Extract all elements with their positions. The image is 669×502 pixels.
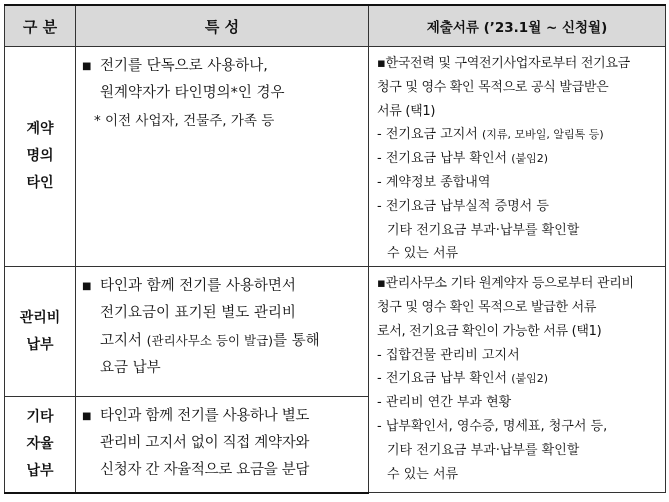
list-item: - 전기요금 고지서 (지류, 모바일, 알림톡 등) — [377, 127, 604, 143]
table-row — [5, 267, 666, 397]
header-documents: 제출서류 (’23.1월 ~ 신청월) — [369, 5, 666, 47]
list-item: - 집합건물 관리비 고지서 — [377, 347, 520, 363]
list-item: - 전기요금 납부실적 증명서 등 — [377, 198, 549, 214]
header-characteristics: 특 성 — [76, 5, 369, 47]
characteristics-cell: ■ 타인과 함께 전기를 사용하면서 전기요금이 표기된 별도 관리비 고지서 (관리사무소 등이 발급)를 통해 요금 납부 — [76, 267, 369, 397]
square-bullet-icon: ■ — [82, 411, 92, 423]
category-cell: 기타 자율 납부 — [5, 397, 76, 493]
header-category: 구 분 — [5, 5, 76, 47]
documents-cell: ▪관리사무소 기타 원계약자 등으로부터 관리비 청구 및 영수 확인 목적으로 발급한 서류 로서, 전기요금 확인이 가능한 서류 (택1) - 집합건물 관리비 고지서 - 전기요금 납부 확인서 (붙임2) - 관리비 연간 부과 현황 - 납부확인서, 영수증, 명세표, 청구서 등, 기타 전기요금 부과·납부를 확인할 수 있는 서류 — [369, 267, 666, 493]
footnote: * 이전 사업자, 건물주, 가족 등 — [94, 113, 275, 129]
list-item: - 전기요금 납부 확인서 (붙임2) — [377, 371, 549, 387]
square-bullet-icon: ■ — [82, 281, 92, 293]
category-cell: 관리비 납부 — [5, 267, 76, 397]
list-item: - 계약정보 종합내역 — [377, 174, 491, 190]
list-item: - 관리비 연간 부과 현황 — [377, 395, 512, 411]
characteristics-cell: ■ 전기를 단독으로 사용하나, 원계약자가 타인명의*인 경우 * 이전 사업자, 건물주, 가족 등 — [76, 47, 369, 267]
documents-cell: ▪한국전력 및 구역전기사업자로부터 전기요금 청구 및 영수 확인 목적으로 공식 발급받은 서류 (택1) - 전기요금 고지서 (지류, 모바일, 알림톡 등) - 전기요금 납부 확인서 (붙임2) - 계약정보 종합내역 - 전기요금 납부실적 증명서 등 기타 전기요금 부과·납부를 확인할 수 있는 서류 — [369, 47, 666, 267]
square-bullet-icon: ■ — [82, 61, 92, 72]
table-row — [5, 47, 666, 267]
category-cell: 계약 명의 타인 — [5, 47, 76, 267]
submission-table — [4, 4, 666, 494]
characteristics-cell: ■ 타인과 함께 전기를 사용하나 별도 관리비 고지서 없이 직접 계약자와 신청자 간 자율적으로 요금을 분담 — [76, 397, 369, 493]
list-item: - 납부확인서, 영수증, 명세표, 청구서 등, — [377, 418, 608, 434]
table-header — [5, 5, 666, 47]
list-item: - 전기요금 납부 확인서 (붙임2) — [377, 151, 549, 167]
